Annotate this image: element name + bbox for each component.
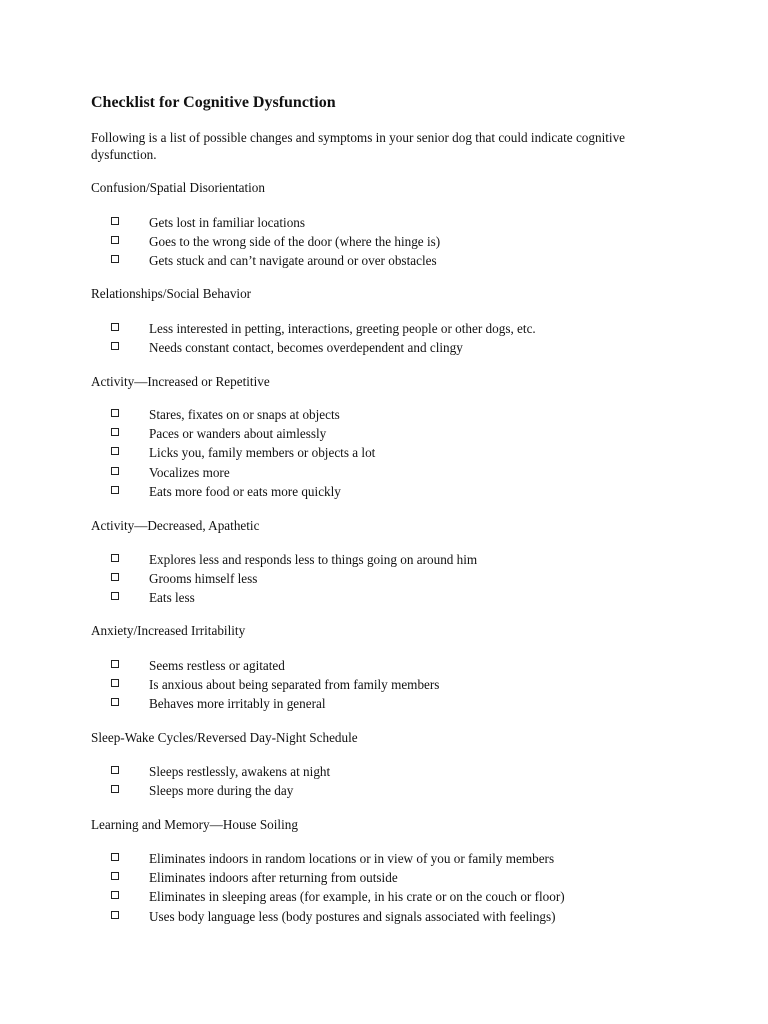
checkbox-icon[interactable]	[111, 323, 119, 331]
checklist-item-label: Goes to the wrong side of the door (where the hinge is)	[149, 234, 441, 250]
checkbox-icon[interactable]	[111, 766, 119, 774]
checkbox-icon[interactable]	[111, 409, 119, 417]
section-heading-activity-decreased: Activity—Decreased, Apathetic	[91, 518, 260, 533]
checklist-item-label: Stares, fixates on or snaps at objects	[149, 407, 340, 422]
page-title: Checklist for Cognitive Dysfunction	[91, 94, 336, 111]
section-heading-activity-increased: Activity—Increased or Repetitive	[91, 374, 270, 389]
checklist-item-label: Licks you, family members or objects a lot	[149, 445, 376, 461]
section-heading-sleep-wake: Sleep-Wake Cycles/Reversed Day-Night Schedule	[91, 730, 358, 745]
checklist-item-label: Uses body language less (body postures and signals associated with feelings)	[149, 908, 556, 924]
checkbox-icon[interactable]	[111, 679, 119, 687]
section-heading-anxiety: Anxiety/Increased Irritability	[91, 623, 246, 638]
intro-paragraph: Following is a list of possible changes and symptoms in your senior dog that could indicate cognitive dysfunction.	[91, 130, 626, 162]
checklist-item-label: Grooms himself less	[149, 571, 258, 587]
checklist-item-label: Paces or wanders about aimlessly	[149, 426, 327, 442]
checkbox-icon[interactable]	[111, 255, 119, 263]
checkbox-icon[interactable]	[111, 467, 119, 475]
checkbox-icon[interactable]	[111, 428, 119, 436]
checkbox-icon[interactable]	[111, 447, 119, 455]
checklist-item-label: Eats less	[149, 590, 195, 606]
checkbox-icon[interactable]	[111, 342, 119, 350]
checklist-item-label: Behaves more irritably in general	[149, 696, 326, 712]
checklist-item-label: Seems restless or agitated	[149, 658, 285, 673]
checklist-item-label: Gets stuck and can’t navigate around or over obstacles	[149, 253, 437, 269]
checkbox-icon[interactable]	[111, 217, 119, 225]
checklist-item-label: Less interested in petting, interactions, greeting people or other dogs, etc.	[149, 321, 536, 336]
checkbox-icon[interactable]	[111, 236, 119, 244]
checklist-item-label: Sleeps more during the day	[149, 783, 294, 799]
checkbox-icon[interactable]	[111, 660, 119, 668]
checklist-item-label: Gets lost in familiar locations	[149, 215, 306, 230]
checkbox-icon[interactable]	[111, 785, 119, 793]
checklist-item-label: Sleeps restlessly, awakens at night	[149, 764, 331, 779]
checkbox-icon[interactable]	[111, 891, 119, 899]
checklist-item-label: Explores less and responds less to things going on around him	[149, 552, 478, 567]
checklist-item-label: Eliminates in sleeping areas (for example, in his crate or on the couch or floor)	[149, 889, 565, 905]
checkbox-icon[interactable]	[111, 853, 119, 861]
checkbox-icon[interactable]	[111, 573, 119, 581]
checkbox-icon[interactable]	[111, 698, 119, 706]
section-heading-learning-memory: Learning and Memory—House Soiling	[91, 817, 298, 832]
checklist-item-label: Eliminates indoors in random locations or in view of you or family members	[149, 851, 555, 866]
checklist-item-label: Eliminates indoors after returning from outside	[149, 870, 398, 886]
checkbox-icon[interactable]	[111, 486, 119, 494]
checklist-item-label: Is anxious about being separated from family members	[149, 677, 440, 693]
checkbox-icon[interactable]	[111, 592, 119, 600]
checkbox-icon[interactable]	[111, 554, 119, 562]
checklist-item-label: Eats more food or eats more quickly	[149, 483, 341, 499]
section-heading-relationships: Relationships/Social Behavior	[91, 286, 252, 301]
checkbox-icon[interactable]	[111, 911, 119, 919]
section-heading-confusion: Confusion/Spatial Disorientation	[91, 180, 265, 195]
checklist-item-label: Needs constant contact, becomes overdependent and clingy	[149, 340, 463, 356]
checklist-item-label: Vocalizes more	[149, 464, 230, 480]
checkbox-icon[interactable]	[111, 872, 119, 880]
